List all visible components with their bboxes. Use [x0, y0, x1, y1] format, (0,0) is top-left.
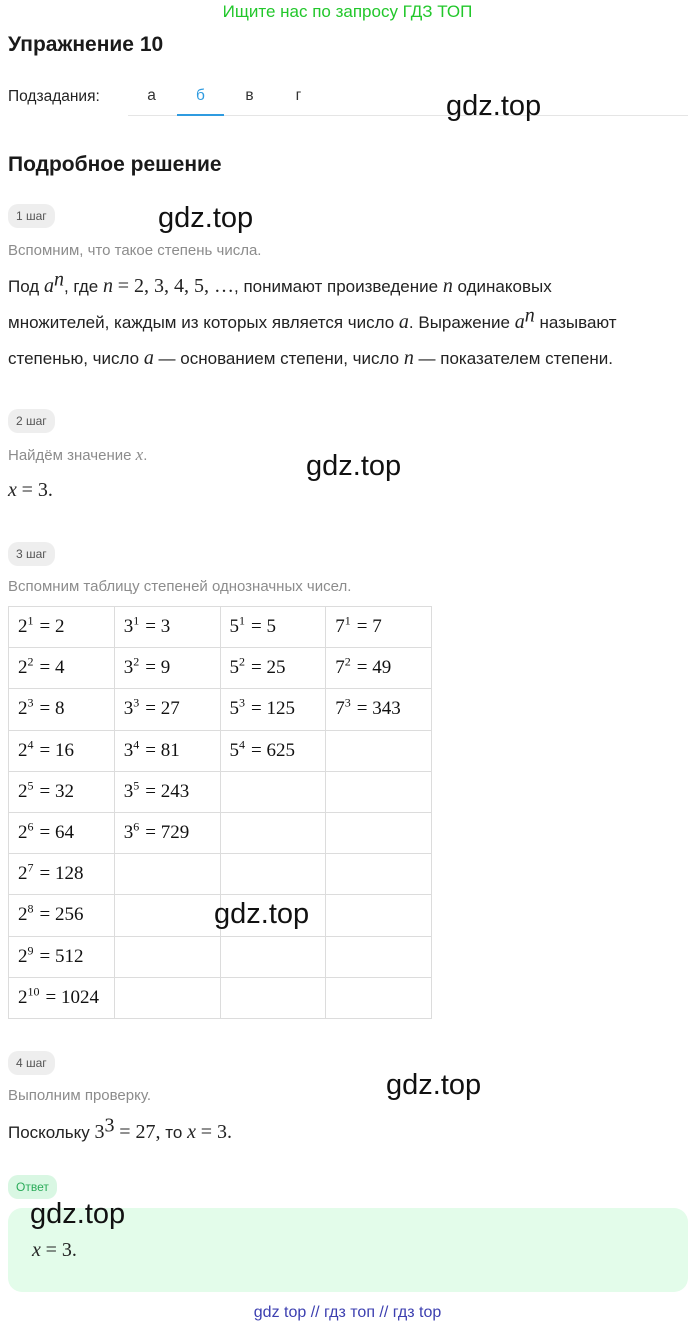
table-row [9, 689, 432, 730]
power-base: 2 [18, 904, 28, 926]
table-cell [326, 771, 432, 812]
text-fragment: . Выражение [408, 313, 510, 332]
power-value: = 16 [39, 739, 74, 761]
math-var: a [398, 311, 409, 333]
table-row [9, 854, 432, 895]
power-exponent: 3 [27, 696, 34, 711]
power-exponent: 3 [239, 696, 245, 711]
power-exponent: 4 [27, 737, 34, 752]
table-cell [9, 854, 115, 895]
power-value: = 8 [39, 698, 65, 720]
power-exponent: 1 [239, 613, 245, 628]
power-value: = 64 [39, 822, 74, 844]
text-fragment: , где [63, 277, 99, 296]
step-text-line [8, 340, 613, 377]
power-value: = 128 [39, 863, 84, 885]
table-cell [9, 895, 115, 936]
footer-links[interactable]: gdz top // гдз топ // гдз top [253, 1304, 442, 1321]
table-cell [9, 812, 115, 853]
power-exponent: 1 [27, 613, 34, 628]
power-exponent: 4 [239, 737, 245, 752]
watermark: gdz.top [30, 1198, 126, 1230]
math-exp: 3 [104, 1114, 115, 1137]
power-exponent: 10 [27, 984, 40, 999]
step-result [8, 1114, 232, 1151]
power-base: 2 [18, 739, 28, 761]
power-exponent: 2 [344, 654, 351, 669]
table-row [9, 730, 432, 771]
math-expr: = 3. [200, 1121, 232, 1143]
hint-text: Найдём значение [8, 447, 132, 464]
power-base: 2 [18, 657, 28, 679]
power-base: 3 [123, 739, 134, 761]
math-expr: = 3. [45, 1239, 77, 1261]
text-fragment: Под [8, 277, 40, 296]
power-exponent: 2 [27, 654, 34, 669]
subtask-tabs [128, 78, 688, 116]
table-cell [114, 854, 220, 895]
power-exponent: 3 [344, 696, 351, 711]
subtask-tab-b[interactable]: б [177, 78, 224, 116]
power-value: = 729 [145, 822, 190, 844]
table-cell [114, 730, 220, 771]
power-exponent: 5 [27, 778, 34, 793]
table-cell [114, 895, 220, 936]
power-base: 2 [18, 698, 28, 720]
table-cell [9, 648, 115, 689]
table-cell [114, 977, 220, 1018]
step-hint: Найдём значение x. [8, 445, 148, 464]
powers-table [8, 606, 432, 1019]
table-cell [326, 607, 432, 648]
math-var: n [403, 347, 414, 369]
power-base: 7 [335, 698, 345, 720]
table-cell [114, 771, 220, 812]
step-text-line: Под $a^n$, где n = 2, 3, 4, 5, …, понимают произведение n одинаковых [8, 268, 552, 297]
text-fragment: то [165, 1123, 183, 1142]
power-base: 2 [18, 863, 28, 885]
table-row [9, 812, 432, 853]
table-cell [114, 648, 220, 689]
power-base: 7 [335, 657, 345, 679]
watermark: gdz.top [446, 90, 542, 122]
power-base: 5 [229, 739, 239, 761]
table-cell [9, 771, 115, 812]
table-cell [220, 607, 326, 648]
table-cell [9, 689, 115, 730]
watermark: gdz.top [386, 1069, 482, 1101]
math-var: n [442, 275, 453, 297]
table-cell [326, 977, 432, 1018]
table-cell [114, 936, 220, 977]
text-fragment: Поскольку [8, 1123, 90, 1142]
power-value: = 343 [356, 698, 401, 720]
math-var: a [43, 275, 54, 297]
table-row [9, 648, 432, 689]
table-cell [326, 689, 432, 730]
power-base: 3 [123, 822, 134, 844]
text-fragment: степенью, число [8, 349, 140, 368]
table-cell [114, 607, 220, 648]
text-fragment: понимают произведение [243, 277, 439, 296]
math-var: n [102, 275, 113, 297]
table-cell [326, 730, 432, 771]
answer-badge: Ответ [8, 1175, 57, 1199]
table-row [9, 977, 432, 1018]
table-row [9, 771, 432, 812]
table-cell [9, 936, 115, 977]
step-hint: Выполним проверку. [8, 1087, 152, 1104]
table-cell [220, 648, 326, 689]
watermark: gdz.top [306, 450, 402, 482]
table-cell [114, 812, 220, 853]
power-value: = 243 [145, 780, 190, 802]
subtask-tab-v[interactable]: в [245, 87, 254, 104]
power-value: = 49 [356, 657, 392, 679]
table-row [9, 607, 432, 648]
table-cell [220, 771, 326, 812]
math-base: 3 [94, 1121, 105, 1143]
power-exponent: 4 [133, 737, 140, 752]
power-base: 5 [229, 616, 239, 638]
power-value: = 32 [39, 780, 74, 802]
math-expr: = 27, [119, 1121, 161, 1143]
power-value: = 625 [251, 739, 295, 761]
power-base: 3 [123, 657, 134, 679]
power-base: 5 [229, 657, 239, 679]
table-row [9, 936, 432, 977]
table-cell [220, 730, 326, 771]
step-badge: 4 шаг [8, 1051, 55, 1075]
table-cell [220, 812, 326, 853]
watermark: gdz.top [158, 202, 254, 234]
power-exponent: 1 [344, 613, 351, 628]
power-value: = 7 [356, 616, 382, 638]
power-value: = 5 [251, 616, 276, 638]
table-cell [114, 689, 220, 730]
power-base: 2 [18, 945, 28, 967]
step-hint: Вспомним, что такое степень числа. [8, 242, 262, 259]
power-base: 7 [335, 616, 345, 638]
table-cell [220, 936, 326, 977]
math-var: x [187, 1121, 196, 1143]
power-value: = 81 [145, 739, 180, 761]
math-exp: n [53, 268, 64, 291]
step-hint: Вспомним таблицу степеней однозначных чисел. [8, 578, 352, 595]
power-exponent: 6 [133, 819, 140, 834]
power-exponent: 9 [27, 943, 34, 958]
power-exponent: 5 [133, 778, 140, 793]
table-cell [220, 689, 326, 730]
power-base: 2 [18, 822, 28, 844]
step-badge: 2 шаг [8, 409, 55, 433]
power-value: = 256 [39, 904, 84, 926]
power-exponent: 2 [133, 654, 140, 669]
power-base: 3 [123, 780, 134, 802]
math-expr: = 2, 3, 4, 5, … [117, 275, 234, 297]
table-cell [220, 977, 326, 1018]
step-text-line [8, 304, 617, 341]
power-base: 5 [229, 698, 239, 720]
text-fragment: — основанием степени, число [158, 349, 400, 368]
text-fragment: одинаковых [457, 277, 552, 296]
math-var: a [514, 311, 525, 333]
power-value: = 27 [145, 698, 180, 720]
table-cell [326, 812, 432, 853]
power-base: 2 [18, 986, 28, 1008]
power-base: 2 [18, 780, 28, 802]
power-base: 3 [123, 698, 134, 720]
power-value: = 1024 [45, 986, 99, 1008]
text-fragment: называют [539, 313, 617, 332]
page-title: Упражнение 10 [8, 33, 164, 56]
watermark: gdz.top [214, 898, 310, 930]
power-base: 3 [123, 616, 134, 638]
table-cell [9, 607, 115, 648]
table-cell [326, 648, 432, 689]
section-title: Подробное решение [8, 153, 222, 176]
search-banner: Ищите нас по запросу ГДЗ ТОП [222, 2, 473, 21]
power-value: = 3 [145, 616, 171, 638]
power-exponent: 3 [133, 696, 140, 711]
table-cell [326, 895, 432, 936]
power-value: = 512 [39, 945, 84, 967]
table-cell [9, 977, 115, 1018]
math-expr: = 3. [21, 479, 53, 501]
subtask-tab-g[interactable]: г [295, 87, 302, 104]
math-var: x [32, 1239, 41, 1261]
math-exp: n [524, 304, 535, 327]
power-value: = 4 [39, 657, 65, 679]
step-badge: 3 шаг [8, 542, 55, 566]
table-cell [326, 854, 432, 895]
power-value: = 25 [251, 657, 286, 679]
table-cell [220, 854, 326, 895]
power-exponent: 7 [27, 860, 34, 875]
text-fragment: множителей, каждым из которых является число [8, 313, 395, 332]
power-exponent: 8 [27, 902, 34, 917]
step-result [8, 472, 53, 509]
power-value: = 125 [251, 698, 295, 720]
text-fragment: — показателем степени. [418, 349, 613, 368]
math-var: x [8, 479, 17, 501]
power-exponent: 2 [239, 654, 245, 669]
subtasks-label: Подзадания: [8, 88, 100, 105]
math-var: a [143, 347, 154, 369]
power-base: 2 [18, 616, 28, 638]
power-value: = 2 [39, 616, 65, 638]
table-cell [9, 730, 115, 771]
power-exponent: 6 [27, 819, 34, 834]
step-badge: 1 шаг [8, 204, 55, 228]
subtask-tab-a[interactable]: а [147, 87, 156, 104]
table-cell [326, 936, 432, 977]
power-value: = 9 [145, 657, 171, 679]
answer-value [32, 1232, 77, 1269]
math-var: x [135, 445, 144, 464]
power-exponent: 1 [133, 613, 140, 628]
